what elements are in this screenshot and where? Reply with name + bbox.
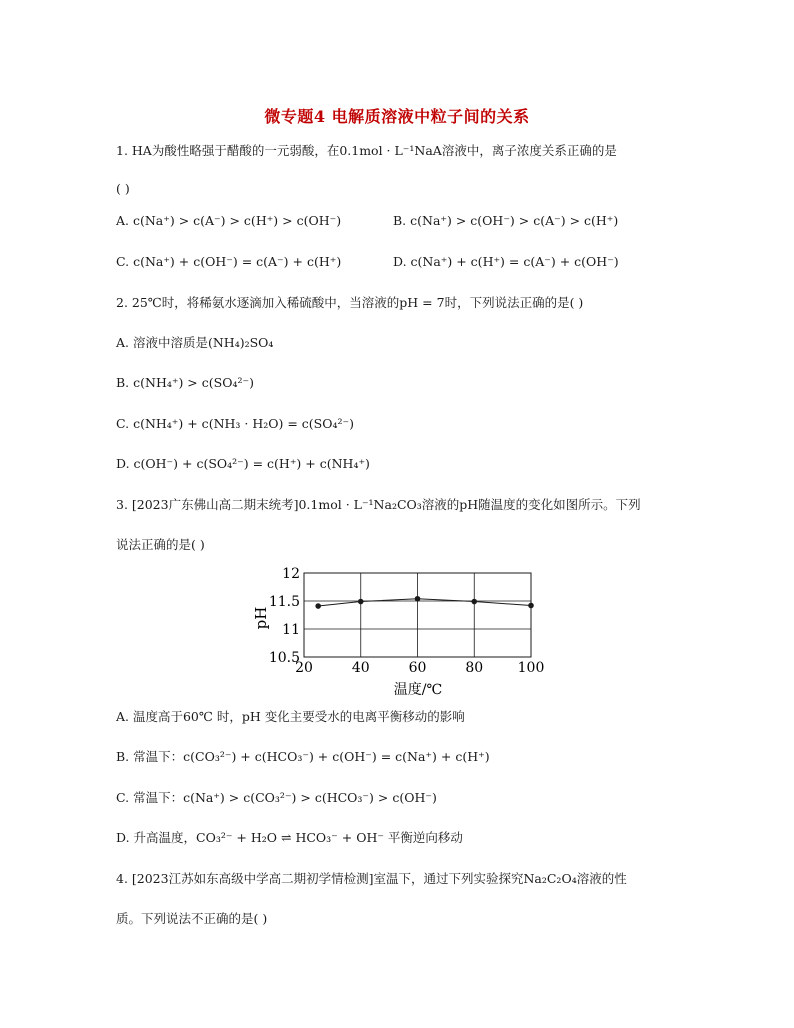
- data-point: [471, 599, 477, 605]
- y-tick-label: 12: [282, 566, 300, 582]
- q3-option-a: A. 温度高于60℃ 时，pH 变化主要受水的电离平衡移动的影响: [116, 709, 465, 724]
- q4-stem-line2: 质。下列说法不正确的是( ): [116, 911, 268, 926]
- q1-option-a: A. c(Na⁺) > c(A⁻) > c(H⁺) > c(OH⁻): [116, 213, 342, 228]
- y-tick-label: 10.5: [268, 650, 300, 666]
- y-axis-label: pH: [252, 606, 270, 630]
- y-tick-label: 11: [282, 622, 300, 638]
- q1-option-d: D. c(Na⁺) + c(H⁺) = c(A⁻) + c(OH⁻): [393, 254, 619, 269]
- data-point: [358, 599, 364, 605]
- q1-option-c: C. c(Na⁺) + c(OH⁻) = c(A⁻) + c(H⁺): [116, 254, 342, 269]
- x-tick-label: 100: [517, 660, 545, 676]
- q2-option-d: D. c(OH⁻) + c(SO₄²⁻) = c(H⁺) + c(NH₄⁺): [116, 456, 370, 471]
- q2-stem: 2. 25℃时，将稀氨水逐滴加入稀硫酸中，当溶液的pH = 7时，下列说法正确的是( ): [116, 295, 584, 310]
- y-tick-label: 11.5: [268, 594, 300, 610]
- q2-option-c: C. c(NH₄⁺) + c(NH₃ · H₂O) = c(SO₄²⁻): [116, 416, 354, 431]
- x-axis-label: 温度/℃: [393, 682, 443, 698]
- q1-bracket: ( ): [116, 181, 130, 196]
- x-tick-label: 60: [408, 660, 427, 676]
- q4-stem-line1: 4. [2023江苏如东高级中学高二期初学情检测]室温下，通过下列实验探究Na₂C₂O₄溶液的性: [116, 871, 627, 886]
- x-tick-label: 80: [465, 660, 484, 676]
- q3-option-b: B. 常温下：c(CO₃²⁻) + c(HCO₃⁻) + c(OH⁻) = c(Na⁺) + c(H⁺): [116, 749, 490, 764]
- x-tick-label: 40: [351, 660, 370, 676]
- q3-stem-line2: 说法正确的是( ): [116, 537, 205, 552]
- q1-stem: 1. HA为酸性略强于醋酸的一元弱酸，在0.1mol · L⁻¹NaA溶液中，离子浓度关系正确的是: [116, 143, 617, 158]
- x-tick-label: 20: [295, 660, 313, 676]
- q2-option-a: A. 溶液中溶质是(NH₄)₂SO₄: [116, 335, 274, 350]
- q2-option-b: B. c(NH₄⁺) > c(SO₄²⁻): [116, 375, 254, 390]
- series-line: [318, 599, 531, 606]
- page-title: 微专题4 电解质溶液中粒子间的关系: [264, 107, 530, 126]
- data-point: [415, 596, 421, 602]
- ph-temperature-chart: [244, 560, 554, 700]
- q3-stem-line1: 3. [2023广东佛山高二期末统考]0.1mol · L⁻¹Na₂CO₃溶液的pH随温度的变化如图所示。下列: [116, 497, 641, 512]
- data-point: [315, 603, 321, 609]
- q3-option-d: D. 升高温度，CO₃²⁻ + H₂O ⇌ HCO₃⁻ + OH⁻ 平衡逆向移动: [116, 830, 463, 845]
- data-point: [528, 603, 534, 609]
- q1-option-b: B. c(Na⁺) > c(OH⁻) > c(A⁻) > c(H⁺): [393, 213, 619, 228]
- q3-option-c: C. 常温下：c(Na⁺) > c(CO₃²⁻) > c(HCO₃⁻) > c(OH⁻): [116, 790, 437, 805]
